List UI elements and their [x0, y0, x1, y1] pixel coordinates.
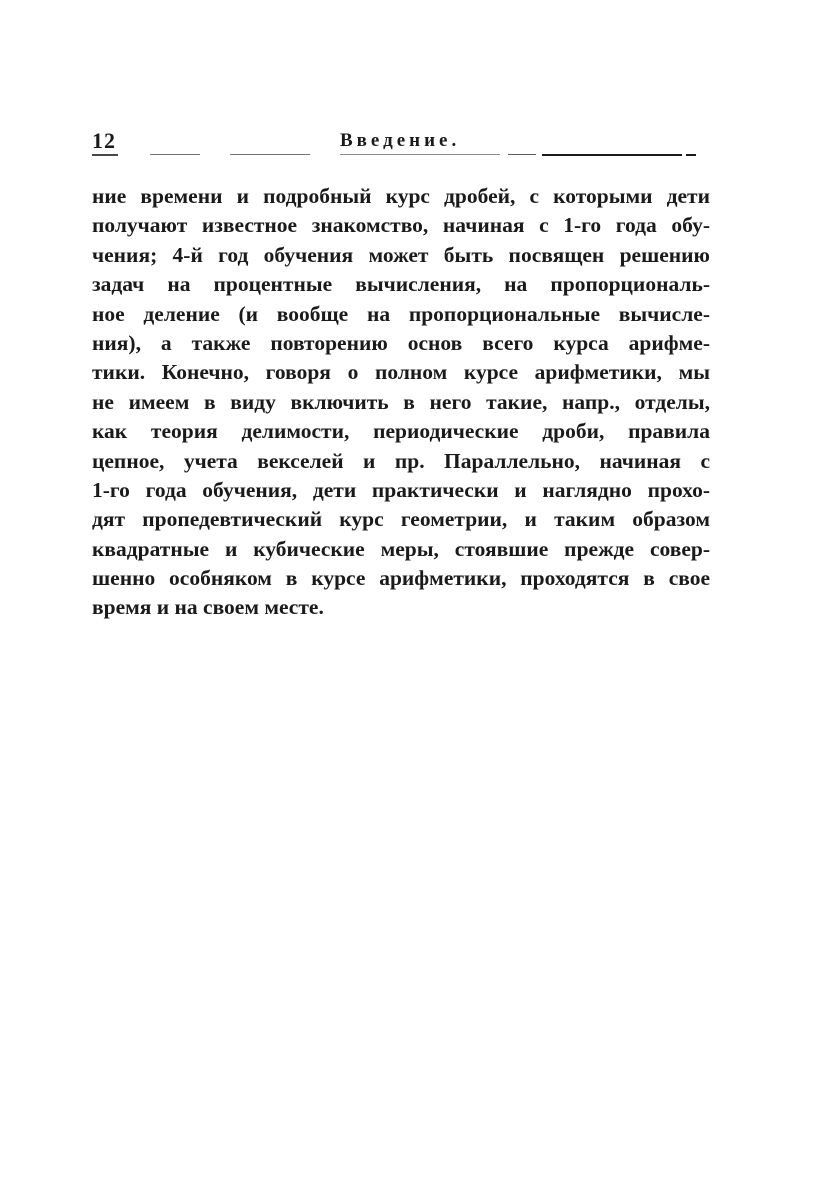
text-line: ние времени и подробный курс дробей, с которыми дети — [92, 184, 710, 208]
text-line: тики. Конечно, говоря о полном курсе арифметики, мы — [92, 360, 710, 385]
text-line: время и на своем месте. — [92, 595, 324, 620]
header-rule — [150, 154, 200, 155]
text-line: дят пропедевтический курс геометрии, и таким образом — [92, 507, 710, 532]
text-line: 1-го года обучения, дети практически и наглядно прохо- — [92, 477, 710, 502]
page-header — [92, 128, 696, 162]
text-line: как теория делимости, периодические дроби, правила — [92, 419, 710, 444]
text-line: ния), а также повторению основ всего курса арифме- — [92, 330, 710, 355]
header-rule — [92, 154, 118, 156]
text-line: не имеем в виду включить в него такие, напр., отделы, — [92, 389, 710, 414]
running-head: Введение. — [340, 130, 461, 151]
text-line: цепное, учета векселей и пр. Параллельно, начиная с — [92, 448, 710, 473]
text-line: ное деление (и вообще на пропорциональные вычисле- — [92, 301, 710, 326]
body-paragraph — [92, 182, 710, 623]
text-line: шенно особняком в курсе арифметики, проходятся в свое — [92, 566, 710, 591]
text-line: чения; 4-й год обучения может быть посвящен решению — [92, 242, 710, 267]
page-number: 12 — [92, 128, 116, 153]
header-rule — [686, 154, 696, 156]
text-line: квадратные и кубические меры, стоявшие прежде совер- — [92, 536, 710, 561]
header-rule — [230, 154, 310, 155]
header-rule — [542, 154, 682, 156]
text-line: задач на процентные вычисления, на пропорциональ- — [92, 272, 710, 297]
header-rule — [340, 154, 500, 155]
header-rule — [508, 154, 536, 155]
text-line: получают известное знакомство, начиная с 1-го года обу- — [92, 213, 710, 238]
